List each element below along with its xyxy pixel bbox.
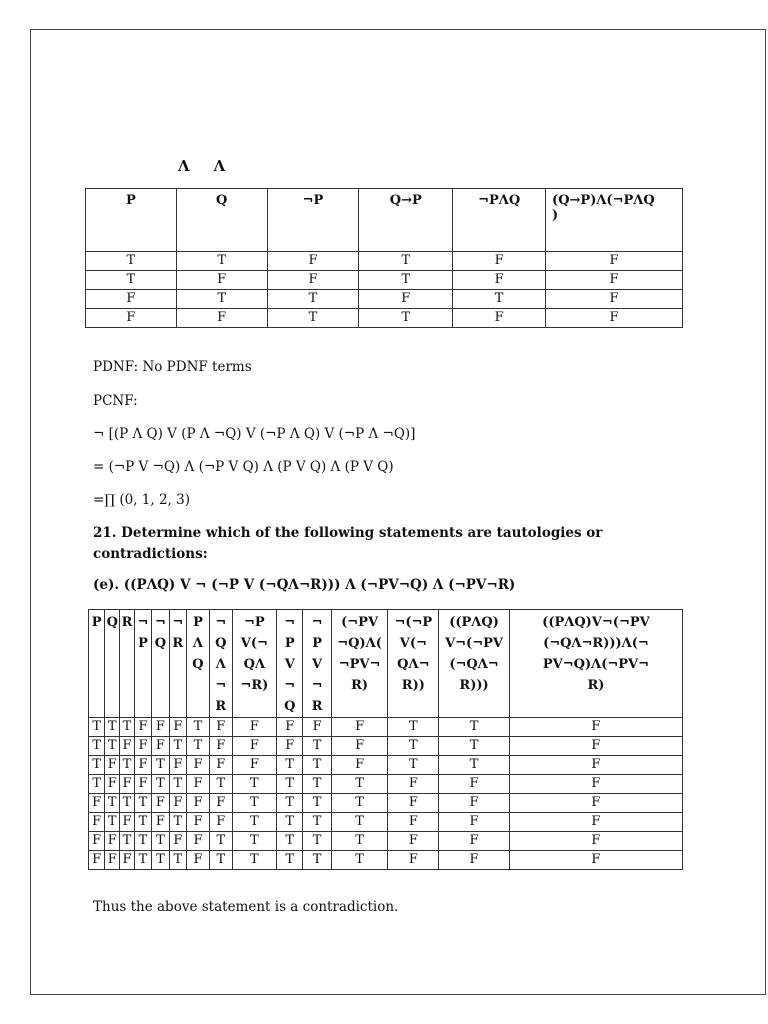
table-cell: F (89, 794, 105, 813)
table-cell: F (176, 309, 267, 328)
heading-symbols (178, 157, 249, 175)
table-cell: T (187, 737, 210, 756)
column-header: ¬ Q Λ ¬ R (209, 610, 232, 718)
table-cell: T (388, 718, 439, 737)
table-cell: F (134, 718, 151, 737)
table-cell: F (439, 794, 510, 813)
table-cell: F (439, 775, 510, 794)
conclusion: Thus the above statement is a contradiction. (93, 899, 399, 915)
table-cell: F (86, 309, 177, 328)
table-cell: T (267, 290, 359, 309)
table-cell: T (152, 851, 169, 870)
column-header: ¬ R (169, 610, 186, 718)
table-cell: T (388, 756, 439, 775)
table-cell: T (120, 756, 135, 775)
table-cell: T (303, 851, 331, 870)
table-cell: T (152, 832, 169, 851)
column-header: ¬P V(¬ QΛ ¬R) (232, 610, 276, 718)
table-cell: T (277, 756, 303, 775)
table-cell: F (209, 813, 232, 832)
pcnf-label: PCNF: (93, 393, 138, 409)
table-cell: F (86, 290, 177, 309)
table-cell: F (546, 309, 683, 328)
table-cell: F (439, 813, 510, 832)
table-cell: F (453, 309, 546, 328)
table-cell: T (86, 252, 177, 271)
table-cell: F (509, 813, 682, 832)
table-cell: F (209, 718, 232, 737)
table-cell: F (509, 794, 682, 813)
table-cell: T (303, 794, 331, 813)
column-header: R (120, 610, 135, 718)
table-cell: F (152, 737, 169, 756)
column-header: P Λ Q (187, 610, 210, 718)
table-cell: F (134, 756, 151, 775)
table-cell: T (277, 832, 303, 851)
table-cell: F (509, 756, 682, 775)
table-cell: T (120, 794, 135, 813)
table-cell: T (331, 832, 388, 851)
table-cell: F (277, 718, 303, 737)
table-cell: F (152, 794, 169, 813)
table-cell: F (187, 851, 210, 870)
table-row (86, 290, 683, 309)
table-cell: F (388, 775, 439, 794)
column-header: Q (176, 189, 267, 252)
column-header: ¬PΛQ (453, 189, 546, 252)
pcnf-line-2: = (¬P V ¬Q) Λ (¬P V Q) Λ (P V Q) Λ (P V Q) (93, 459, 394, 475)
table-cell: F (120, 737, 135, 756)
column-header: P (89, 610, 105, 718)
table-cell: F (105, 756, 120, 775)
table-cell: T (89, 756, 105, 775)
table-cell: F (232, 737, 276, 756)
table-cell: T (232, 851, 276, 870)
table-cell: T (176, 252, 267, 271)
table-cell: F (105, 832, 120, 851)
table-cell: T (439, 718, 510, 737)
table-cell: T (303, 756, 331, 775)
table-cell: T (169, 775, 186, 794)
pdnf-line: PDNF: No PDNF terms (93, 359, 252, 375)
expression: (e). ((PΛQ) V ¬ (¬P V (¬QΛ¬R))) Λ (¬PV¬Q) Λ (¬PV¬R) (93, 577, 516, 593)
table-row (89, 737, 683, 756)
table-row (86, 271, 683, 290)
table-cell: F (176, 271, 267, 290)
table-cell: T (152, 756, 169, 775)
table-cell: F (169, 794, 186, 813)
table-cell: T (388, 737, 439, 756)
table-cell: F (509, 718, 682, 737)
table-cell: T (209, 832, 232, 851)
table-cell: T (105, 794, 120, 813)
table-cell: F (187, 775, 210, 794)
column-header: P (86, 189, 177, 252)
table-cell: T (277, 775, 303, 794)
heading-symbol: Λ (213, 157, 226, 175)
table-cell: F (359, 290, 453, 309)
table-cell: F (267, 252, 359, 271)
question-line-2: contradictions: (93, 546, 208, 562)
table-cell: T (277, 813, 303, 832)
table-row (89, 851, 683, 870)
table-cell: T (105, 813, 120, 832)
table-cell: F (331, 718, 388, 737)
question-line-1: 21. Determine which of the following statements are tautologies or (93, 525, 603, 541)
table-cell: F (105, 851, 120, 870)
table-cell: T (439, 737, 510, 756)
table-cell: T (89, 775, 105, 794)
table-cell: T (453, 290, 546, 309)
table-cell: T (120, 718, 135, 737)
table-cell: T (359, 252, 453, 271)
column-header: ¬ Q (152, 610, 169, 718)
column-header: ¬ P (134, 610, 151, 718)
table-cell: F (388, 832, 439, 851)
column-header: (Q→P)Λ(¬PΛQ ) (546, 189, 683, 252)
table-cell: T (105, 737, 120, 756)
table-cell: F (509, 851, 682, 870)
table-row (86, 309, 683, 328)
table-cell: F (120, 775, 135, 794)
table-cell: F (169, 718, 186, 737)
table-cell: F (388, 851, 439, 870)
table-header-row (86, 189, 683, 252)
table-cell: T (187, 718, 210, 737)
table-cell: F (509, 832, 682, 851)
table-cell: F (209, 737, 232, 756)
table-cell: F (439, 851, 510, 870)
table-header-row (89, 610, 683, 718)
table-cell: T (303, 775, 331, 794)
table-row (89, 756, 683, 775)
table-cell: T (152, 775, 169, 794)
table-cell: T (134, 813, 151, 832)
table-cell: T (359, 309, 453, 328)
table-row (89, 813, 683, 832)
table-cell: F (187, 832, 210, 851)
table-cell: T (105, 718, 120, 737)
table-cell: T (232, 813, 276, 832)
table-cell: T (359, 271, 453, 290)
table-cell: F (453, 252, 546, 271)
table-cell: F (89, 832, 105, 851)
pcnf-line-3: =∏ (0, 1, 2, 3) (93, 492, 190, 508)
table-cell: F (152, 718, 169, 737)
table-row (89, 775, 683, 794)
truth-table-2 (88, 609, 683, 870)
column-header: Q (105, 610, 120, 718)
table-cell: T (331, 851, 388, 870)
column-header: ¬(¬P V(¬ QΛ¬ R)) (388, 610, 439, 718)
table-row (89, 794, 683, 813)
table-cell: T (303, 832, 331, 851)
table-cell: F (134, 775, 151, 794)
table-cell: F (546, 252, 683, 271)
table-cell: T (277, 851, 303, 870)
table-cell: F (120, 851, 135, 870)
table-cell: T (232, 794, 276, 813)
table-cell: T (120, 832, 135, 851)
table-cell: F (546, 271, 683, 290)
table-cell: F (120, 813, 135, 832)
column-header: ¬ P V ¬ Q (277, 610, 303, 718)
table-cell: F (169, 756, 186, 775)
table-cell: T (331, 794, 388, 813)
table-cell: F (209, 756, 232, 775)
table-cell: F (331, 737, 388, 756)
table-cell: T (89, 718, 105, 737)
truth-table-1 (85, 188, 683, 328)
table-cell: T (331, 813, 388, 832)
table-cell: T (89, 737, 105, 756)
column-header: ((PΛQ)V¬(¬PV (¬QΛ¬R)))Λ(¬ PV¬Q)Λ(¬PV¬ R) (509, 610, 682, 718)
table-cell: F (439, 832, 510, 851)
table-cell: F (388, 794, 439, 813)
table-cell: T (232, 832, 276, 851)
table-row (86, 252, 683, 271)
table-cell: T (303, 813, 331, 832)
pcnf-line-1: ¬ [(P Λ Q) V (P Λ ¬Q) V (¬P Λ Q) V (¬P Λ ¬Q)] (93, 426, 416, 442)
table-cell: T (439, 756, 510, 775)
column-header: Q→P (359, 189, 453, 252)
table-cell: F (509, 775, 682, 794)
table-cell: F (152, 813, 169, 832)
table-cell: F (331, 756, 388, 775)
table-cell: F (232, 718, 276, 737)
table-cell: F (232, 756, 276, 775)
table-cell: T (176, 290, 267, 309)
table-cell: F (187, 756, 210, 775)
table-cell: T (134, 832, 151, 851)
table-cell: T (134, 851, 151, 870)
column-header: ((PΛQ) V¬(¬PV (¬QΛ¬ R))) (439, 610, 510, 718)
table-cell: F (267, 271, 359, 290)
table-cell: T (209, 851, 232, 870)
table-cell: T (169, 851, 186, 870)
table-cell: T (169, 813, 186, 832)
table-cell: F (134, 737, 151, 756)
table-cell: F (89, 813, 105, 832)
table-cell: F (277, 737, 303, 756)
table-cell: F (388, 813, 439, 832)
table-cell: F (453, 271, 546, 290)
table-cell: T (169, 737, 186, 756)
table-cell: T (232, 775, 276, 794)
table-cell: T (209, 775, 232, 794)
table-cell: F (89, 851, 105, 870)
table-cell: T (86, 271, 177, 290)
table-cell: F (509, 737, 682, 756)
table-cell: F (187, 794, 210, 813)
table-cell: F (303, 718, 331, 737)
table-cell: T (331, 775, 388, 794)
table-row (89, 832, 683, 851)
table-cell: T (267, 309, 359, 328)
table-row (89, 718, 683, 737)
table-cell: T (277, 794, 303, 813)
table-cell: F (546, 290, 683, 309)
table-cell: T (134, 794, 151, 813)
table-cell: F (209, 794, 232, 813)
column-header: ¬ P V ¬ R (303, 610, 331, 718)
table-cell: F (169, 832, 186, 851)
column-header: (¬PV ¬Q)Λ( ¬PV¬ R) (331, 610, 388, 718)
table-cell: F (105, 775, 120, 794)
table-cell: F (187, 813, 210, 832)
table-cell: T (303, 737, 331, 756)
column-header: ¬P (267, 189, 359, 252)
heading-symbol: Λ (178, 157, 190, 175)
